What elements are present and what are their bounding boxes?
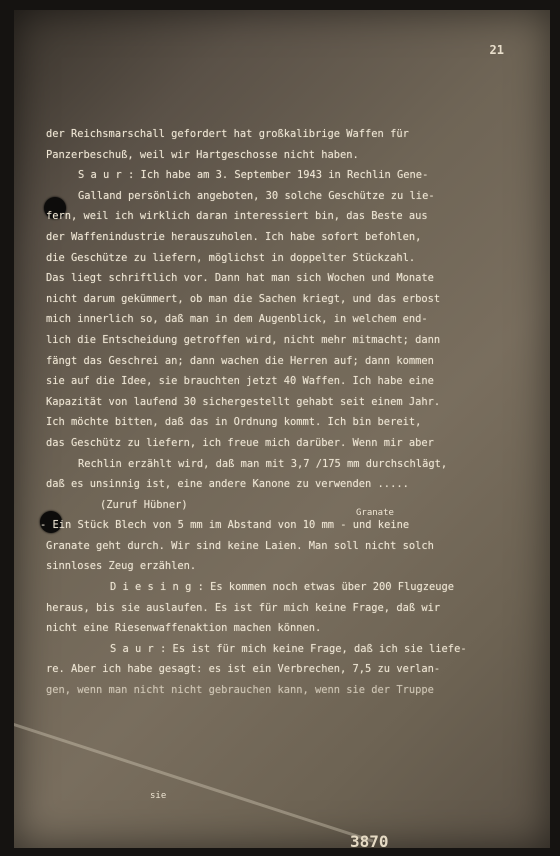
text-line: - Ein Stück Blech von 5 mm im Abstand von 10 mm - und keine: [40, 519, 410, 532]
archive-stamp-number: 3870: [350, 832, 389, 848]
text-line: Kapazität von laufend 30 sichergestellt gehabt seit einem Jahr.: [46, 395, 441, 408]
speaker-line: S a u r : Es ist für mich keine Frage, daß ich sie liefe-: [110, 642, 467, 655]
text-line: Ich möchte bitten, daß das in Ordnung kommt. Ich bin bereit,: [46, 416, 422, 429]
paper-crease: [14, 710, 373, 843]
text-line: Granate geht durch. Wir sind keine Laien. Man soll nicht solch: [46, 539, 434, 552]
text-line: die Geschütze zu liefern, möglichst in doppelter Stückzahl.: [46, 251, 416, 264]
text-line: lich die Entscheidung getroffen wird, nicht mehr mitmacht; dann: [46, 333, 441, 346]
text-line: sinnloses Zeug erzählen.: [46, 560, 197, 573]
text-line: re. Aber ich habe gesagt: es ist ein Verbrechen, 7,5 zu verlan-: [46, 663, 441, 676]
text-line: daß es unsinnig ist, eine andere Kanone zu verwenden .....: [46, 478, 409, 491]
speaker-line: D i e s i n g : Es kommen noch etwas über 200 Flugzeuge: [110, 581, 455, 594]
page-number: 21: [489, 43, 504, 57]
text-line: Rechlin erzählt wird, daß man mit 3,7 /175 mm durchschlägt,: [78, 457, 448, 470]
text-line: fern, weil ich wirklich daran interessiert bin, das Beste aus: [46, 210, 428, 223]
text-line: Das liegt schriftlich vor. Dann hat man sich Wochen und Monate: [46, 272, 434, 285]
text-line: Panzerbeschuß, weil wir Hartgeschosse nicht haben.: [46, 148, 359, 161]
text-line: nicht darum gekümmert, ob man die Sachen kriegt, und das erbost: [46, 292, 441, 305]
interjection-line: (Zuruf Hübner): [100, 498, 188, 511]
text-line: mich innerlich so, daß man in dem Augenblick, in welchem end-: [46, 313, 428, 326]
handwritten-correction: sie: [150, 791, 167, 801]
speaker-line: S a u r : Ich habe am 3. September 1943 in Rechlin Gene-: [78, 169, 429, 182]
typed-text-body: [40, 124, 516, 701]
text-line: fängt das Geschrei an; dann wachen die Herren auf; dann kommen: [46, 354, 434, 367]
text-line: sie auf die Idee, sie brauchten jetzt 40 Waffen. Ich habe eine: [46, 375, 434, 388]
text-line: Galland persönlich angeboten, 30 solche Geschütze zu lie-: [78, 189, 435, 202]
text-line: nicht eine Riesenwaffenaktion machen können.: [46, 622, 322, 635]
text-line: der Reichsmarschall gefordert hat großkalibrige Waffen für: [46, 128, 409, 140]
text-line: der Waffenindustrie herauszuholen. Ich habe sofort befohlen,: [46, 230, 422, 243]
text-line: heraus, bis sie auslaufen. Es ist für mich keine Frage, daß wir: [46, 601, 441, 614]
text-line: gen, wenn man nicht nicht gebrauchen kann, wenn sie der Truppe: [46, 684, 434, 697]
document-page: [14, 10, 550, 848]
text-line: das Geschütz zu liefern, ich freue mich darüber. Wenn mir aber: [46, 436, 434, 449]
handwritten-correction: Granate: [356, 508, 394, 518]
